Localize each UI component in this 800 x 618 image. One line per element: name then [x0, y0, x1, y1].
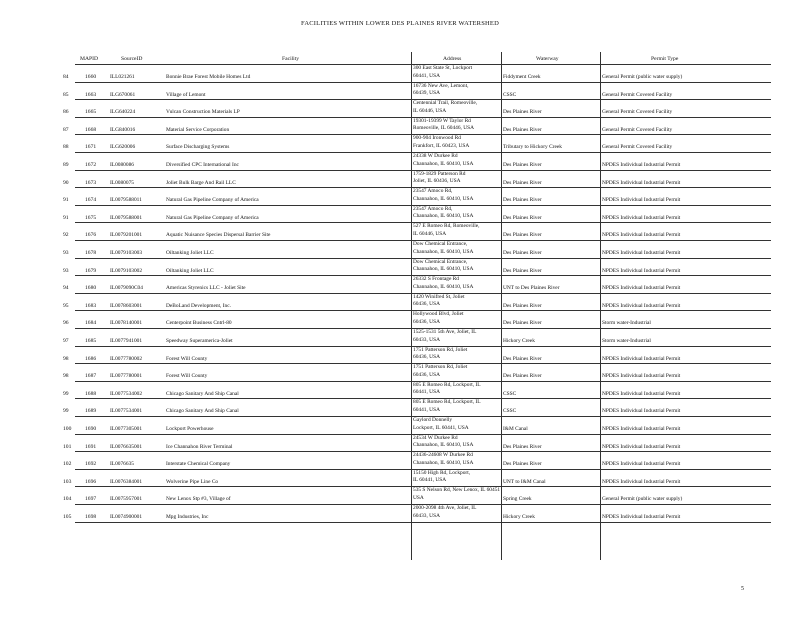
row-address-line1: 26332 S Frontage Rd: [413, 276, 459, 283]
row-address-line1: 300 East State St, Lockport: [413, 65, 473, 71]
row-waterway: Des Plaines River: [503, 267, 542, 274]
row-address-line2: Channahon, IL 60410, USA: [413, 248, 474, 255]
row-address-line1: 15150 High Rd, Lockport,: [413, 469, 471, 476]
column-divider-address: [411, 52, 412, 560]
row-mapid: 1674: [85, 197, 97, 204]
row-facility: Vulcan Construction Materials LP: [166, 109, 240, 116]
row-address-line1: 900-904 Ironwood Rd: [413, 135, 461, 142]
row-waterway: Hickory Creek: [503, 338, 535, 344]
row-mapid: 1673: [85, 179, 97, 186]
row-mapid: 1689: [85, 408, 97, 415]
row-address-line2: Channahon, IL 60410, USA: [413, 160, 474, 167]
row-index: 85: [63, 91, 69, 98]
row-index: 94: [63, 285, 69, 292]
row-waterway: Des Plaines River: [503, 355, 542, 362]
row-facility: DeBoLand Development, Inc.: [166, 302, 231, 309]
row-address-line2: USA: [413, 494, 424, 501]
row-facility: Aquatic Nuisance Species Dispersal Barrier Site: [166, 232, 271, 239]
row-address-line2: 60433, USA: [413, 336, 440, 343]
row-sourceid: IL0077534001: [110, 408, 143, 415]
row-sourceid: IL0078140001: [110, 320, 143, 327]
row-address-line1: 527 E Romeo Rd, Romeoville,: [413, 223, 480, 230]
row-address-line1: 24534 W Durkee Rd: [413, 434, 458, 441]
row-permit: NPDES Individual Industrial Permit: [602, 514, 681, 520]
row-address-line2: Joliet, IL 60436, USA: [413, 178, 461, 185]
row-address-line1: 16736 New Ave, Lemont,: [413, 82, 469, 89]
row-mapid: 1684: [85, 320, 97, 327]
row-facility: Americas Styrenics LLC - Joliet Site: [166, 285, 246, 292]
row-sourceid: IL0079588001: [110, 214, 143, 221]
row-sourceid: IL0079103003: [110, 250, 143, 256]
row-address-line1: 24338 W Durkee Rd: [413, 153, 458, 159]
row-index: 91: [63, 214, 69, 221]
row-address-line1: 535 S Nelson Rd, New Lenox, IL 60451: [413, 487, 501, 494]
row-address-line1: 1751 Patterson Rd, Joliet: [413, 364, 468, 371]
row-mapid: 1665: [85, 109, 97, 116]
row-mapid: 1679: [85, 267, 97, 274]
row-facility: Village of Lemont: [166, 91, 206, 98]
row-sourceid: ILG620006: [110, 144, 136, 151]
row-permit: General Permit (public water supply): [602, 496, 683, 503]
row-address-line2: Romeoville, IL 60446, USA: [413, 125, 475, 132]
row-address-line2: Lockport, IL 60441, USA: [413, 424, 469, 431]
row-address-line1: 2000-2098 4th Ave, Joliet, IL: [413, 505, 477, 511]
row-address-line2: 60441, USA: [413, 72, 440, 79]
row-mapid: 1671: [85, 144, 97, 151]
row-address-line2: Channahon, IL 60410, USA: [413, 459, 474, 466]
row-waterway: Des Plaines River: [503, 461, 542, 468]
row-facility: Mpg Industries, Inc: [166, 514, 209, 520]
row-sourceid: IL0079588011: [110, 197, 142, 204]
row-facility: Diversified CPC International Inc: [166, 162, 239, 168]
row-facility: Oiltanking Joliet LLC: [166, 250, 214, 256]
row-facility: Joliet Bulk Barge And Rail LLC: [166, 179, 236, 186]
row-waterway: Fiddyment Creek: [503, 74, 541, 80]
row-address-line2: IL 60441, USA: [413, 477, 447, 484]
row-sourceid: IL0080075: [110, 179, 134, 186]
row-index: 99: [63, 390, 69, 397]
row-address-line2: Channahon, IL 60410, USA: [413, 213, 474, 220]
row-index: 90: [63, 179, 69, 186]
row-address-line2: Channahon, IL 60410, USA: [413, 266, 474, 273]
row-sourceid: ILG640224: [110, 109, 136, 116]
row-facility: Surface Discharging Systems: [166, 144, 230, 151]
row-waterway: CSSC: [503, 91, 517, 98]
row-sourceid: IL0079103002: [110, 267, 143, 274]
row-permit: NPDES Individual Industrial Permit: [602, 443, 681, 450]
row-permit: General Permit Covered Facility: [602, 91, 673, 98]
row-facility: Ice Channahon River Terminal: [166, 443, 233, 450]
row-index: 92: [63, 232, 69, 239]
row-index: 100: [63, 426, 72, 432]
row-waterway: Des Plaines River: [503, 162, 542, 168]
row-permit: General Permit Covered Facility: [602, 109, 673, 116]
row-permit: Storm water-Industrial: [602, 338, 651, 344]
row-mapid: 1691: [85, 443, 97, 450]
row-index: 101: [63, 443, 72, 450]
row-address-line1: 23547 Amoco Rd,: [413, 188, 453, 195]
row-index: 103: [63, 478, 72, 485]
row-waterway: Des Plaines River: [503, 214, 542, 221]
row-waterway: Des Plaines River: [503, 197, 542, 204]
row-mapid: 1680: [85, 285, 97, 292]
row-waterway: CSSC: [503, 408, 517, 415]
row-facility: Natural Gas Pipeline Company of America: [166, 197, 259, 204]
row-address-line1: Dow Chemical Entrance,: [413, 241, 468, 247]
row-address-line2: 60441, USA: [413, 389, 440, 396]
row-address-line1: 1420 Winifred St, Joliet: [413, 293, 465, 300]
row-address-line1: 1525-1531 5th Ave, Joliet, IL: [413, 329, 477, 335]
row-waterway: Des Plaines River: [503, 232, 542, 239]
row-facility: Material Service Corporation: [166, 126, 230, 133]
row-facility: New Lenox Stp #3, Village of: [166, 496, 231, 503]
row-address-line1: 23547 Amoco Rd,: [413, 205, 453, 212]
row-index: 97: [63, 338, 69, 344]
header-mapid: MAPID: [80, 56, 99, 62]
column-divider-permit: [600, 52, 601, 560]
row-index: 95: [63, 302, 69, 309]
row-mapid: 1683: [85, 302, 97, 309]
row-index: 89: [63, 162, 69, 168]
row-facility: Lockport Powerhouse: [166, 426, 214, 432]
header-sourceid: SourceID: [121, 56, 143, 62]
row-waterway: Des Plaines River: [503, 320, 542, 327]
row-sourceid: IL0077941001: [110, 338, 143, 344]
row-index: 99: [63, 408, 69, 415]
row-address-line2: 60436, USA: [413, 354, 440, 361]
row-index: 105: [63, 514, 72, 520]
row-index: 93: [63, 250, 69, 256]
row-index: 98: [63, 355, 69, 362]
row-address-line2: 60436, USA: [413, 371, 440, 378]
row-facility: Chicago Sanitary And Ship Canal: [166, 390, 239, 397]
row-permit: NPDES Individual Industrial Permit: [602, 302, 681, 309]
header-facility: Facility: [282, 56, 300, 62]
row-mapid: 1685: [85, 338, 97, 344]
row-address-line2: 60439, USA: [413, 90, 440, 97]
row-address-line2: Channahon, IL 60410, USA: [413, 442, 474, 449]
row-address-line1: Hollywood Blvd, Joliet: [413, 311, 464, 318]
row-permit: NPDES Individual Industrial Permit: [602, 162, 681, 168]
row-facility: Natural Gas Pipeline Company of America: [166, 214, 259, 221]
row-facility: Centerpoint Business Cntrl-80: [166, 320, 232, 327]
row-sourceid: IL0079201001: [110, 232, 143, 239]
row-index: 102: [63, 461, 72, 468]
row-permit: General Permit (public water supply): [602, 74, 683, 80]
row-waterway: Des Plaines River: [503, 302, 542, 309]
row-sourceid: IL0076635: [110, 461, 134, 468]
row-waterway: I&M Canal: [503, 426, 528, 432]
row-permit: NPDES Individual Industrial Permit: [602, 390, 681, 397]
row-sourceid: IL0077534002: [110, 390, 143, 397]
row-permit: NPDES Individual Industrial Permit: [602, 373, 681, 380]
row-rule: [75, 522, 771, 523]
row-address-line1: 24436-24608 W Durkee Rd: [413, 452, 473, 459]
row-mapid: 1676: [85, 232, 97, 239]
row-permit: NPDES Individual Industrial Permit: [602, 232, 681, 239]
row-facility: Interstate Chemical Company: [166, 461, 231, 468]
row-sourceid: ILG670061: [110, 91, 136, 98]
row-permit: NPDES Individual Industrial Permit: [602, 355, 681, 362]
row-index: 104: [63, 496, 72, 503]
row-waterway: Des Plaines River: [503, 250, 542, 256]
column-divider-waterway: [501, 52, 502, 560]
row-facility: Speedway Superamerica-Joliet: [166, 338, 233, 344]
row-permit: NPDES Individual Industrial Permit: [602, 267, 681, 274]
row-index: 91: [63, 197, 69, 204]
row-waterway: Des Plaines River: [503, 179, 542, 186]
row-permit: NPDES Individual Industrial Permit: [602, 179, 681, 186]
row-waterway: UNT to Des Plaines River: [503, 285, 560, 292]
row-address-line2: Channahon, IL 60410, USA: [413, 283, 474, 290]
row-facility: Bonnie Brae Forest Mobile Homes Ltd: [166, 74, 251, 80]
row-address-line1: 19301-19399 W Taylor Rd: [413, 117, 471, 124]
row-address-line2: IL 60446, USA: [413, 107, 447, 114]
row-facility: Oiltanking Joliet LLC: [166, 267, 214, 274]
row-index: 87: [63, 126, 69, 133]
row-sourceid: IL0076635001: [110, 443, 143, 450]
row-mapid: 1687: [85, 373, 97, 380]
row-sourceid: IL0076384001: [110, 478, 143, 485]
row-waterway: Hickory Creek: [503, 514, 535, 520]
row-mapid: 1688: [85, 390, 97, 397]
row-address-line1: 1759-1829 Patterson Rd: [413, 170, 466, 177]
row-address-line2: 60436, USA: [413, 318, 440, 325]
row-address-line2: Frankfort, IL 60423, USA: [413, 142, 470, 149]
page-title: FACILITIES WITHIN LOWER DES PLAINES RIVER WATERSHED: [301, 20, 499, 27]
row-address-line1: 805 E Romeo Rd, Lockport, IL: [413, 399, 481, 406]
row-permit: NPDES Individual Industrial Permit: [602, 478, 681, 485]
header-address: Address: [443, 56, 462, 62]
row-address-line1: Centennial Trail, Romeoville,: [413, 100, 478, 107]
row-address-line2: Channahon, IL 60410, USA: [413, 195, 474, 202]
row-mapid: 1692: [85, 461, 97, 468]
row-facility: Forest Will County: [166, 373, 208, 380]
row-permit: General Permit Covered Facility: [602, 144, 673, 151]
row-mapid: 1678: [85, 250, 97, 256]
row-permit: NPDES Individual Industrial Permit: [602, 250, 681, 256]
row-index: 84: [63, 74, 69, 80]
row-waterway: Des Plaines River: [503, 126, 542, 133]
row-permit: NPDES Individual Industrial Permit: [602, 426, 681, 432]
row-address-line1: Gaylord Donnelly: [413, 417, 453, 423]
row-permit: NPDES Individual Industrial Permit: [602, 408, 681, 415]
row-permit: Storm water-Industrial: [602, 320, 651, 327]
header-waterway: Waterway: [536, 56, 559, 62]
row-sourceid: IL0077305001: [110, 426, 143, 432]
row-waterway: Des Plaines River: [503, 443, 542, 450]
row-index: 88: [63, 144, 69, 151]
row-address-line1: 805 E Romeo Rd, Lockport, IL: [413, 381, 481, 388]
row-sourceid: IL0077780002: [110, 355, 143, 362]
row-waterway: Spring Creek: [503, 496, 532, 503]
page-number: 5: [741, 586, 744, 592]
row-sourceid: ILL021261: [110, 74, 135, 80]
row-facility: Forest Will County: [166, 355, 208, 362]
row-address-line1: 1751 Patterson Rd, Joliet: [413, 346, 468, 353]
row-mapid: 1675: [85, 214, 97, 221]
row-sourceid: IL0077780001: [110, 373, 143, 380]
row-facility: Chicago Sanitary And Ship Canal: [166, 408, 239, 415]
header-permit: Permit Type: [651, 56, 679, 62]
row-address-line2: 60436, USA: [413, 301, 440, 308]
row-mapid: 1686: [85, 355, 97, 362]
row-mapid: 1690: [85, 426, 97, 432]
row-address-line2: 60433, USA: [413, 512, 440, 519]
row-mapid: 1672: [85, 162, 97, 168]
row-index: 98: [63, 373, 69, 380]
row-sourceid: ILG840016: [110, 126, 136, 133]
row-address-line2: IL 60446, USA: [413, 230, 447, 237]
row-sourceid: IL0074900001: [110, 514, 143, 520]
row-index: 96: [63, 320, 69, 327]
row-mapid: 1696: [85, 478, 97, 485]
row-permit: NPDES Individual Industrial Permit: [602, 197, 681, 204]
row-sourceid: IL0075957001: [110, 496, 143, 503]
row-address-line1: Dow Chemical Entrance,: [413, 258, 468, 265]
row-mapid: 1668: [85, 126, 97, 133]
row-sourceid: IL0078603001: [110, 302, 143, 309]
row-index: 93: [63, 267, 69, 274]
row-permit: NPDES Individual Industrial Permit: [602, 461, 681, 468]
row-waterway: UNT to I&M Canal: [503, 478, 546, 485]
row-address-line2: 60441, USA: [413, 406, 440, 413]
row-mapid: 1660: [85, 74, 97, 80]
row-mapid: 1697: [85, 496, 97, 503]
row-waterway: CSSC: [503, 390, 517, 397]
row-permit: NPDES Individual Industrial Permit: [602, 214, 681, 221]
row-permit: General Permit Covered Facility: [602, 126, 673, 133]
row-waterway: Tributary to Hickory Creek: [503, 144, 562, 151]
row-facility: Wolverine Pipe Line Co: [166, 478, 219, 485]
row-mapid: 1698: [85, 514, 97, 520]
row-sourceid: IL0080086: [110, 162, 134, 168]
row-sourceid: IL0079090C04: [110, 285, 143, 292]
row-permit: NPDES Individual Industrial Permit: [602, 285, 681, 292]
row-mapid: 1663: [85, 91, 97, 98]
row-waterway: Des Plaines River: [503, 373, 542, 380]
row-index: 86: [63, 109, 69, 116]
row-waterway: Des Plaines River: [503, 109, 542, 116]
